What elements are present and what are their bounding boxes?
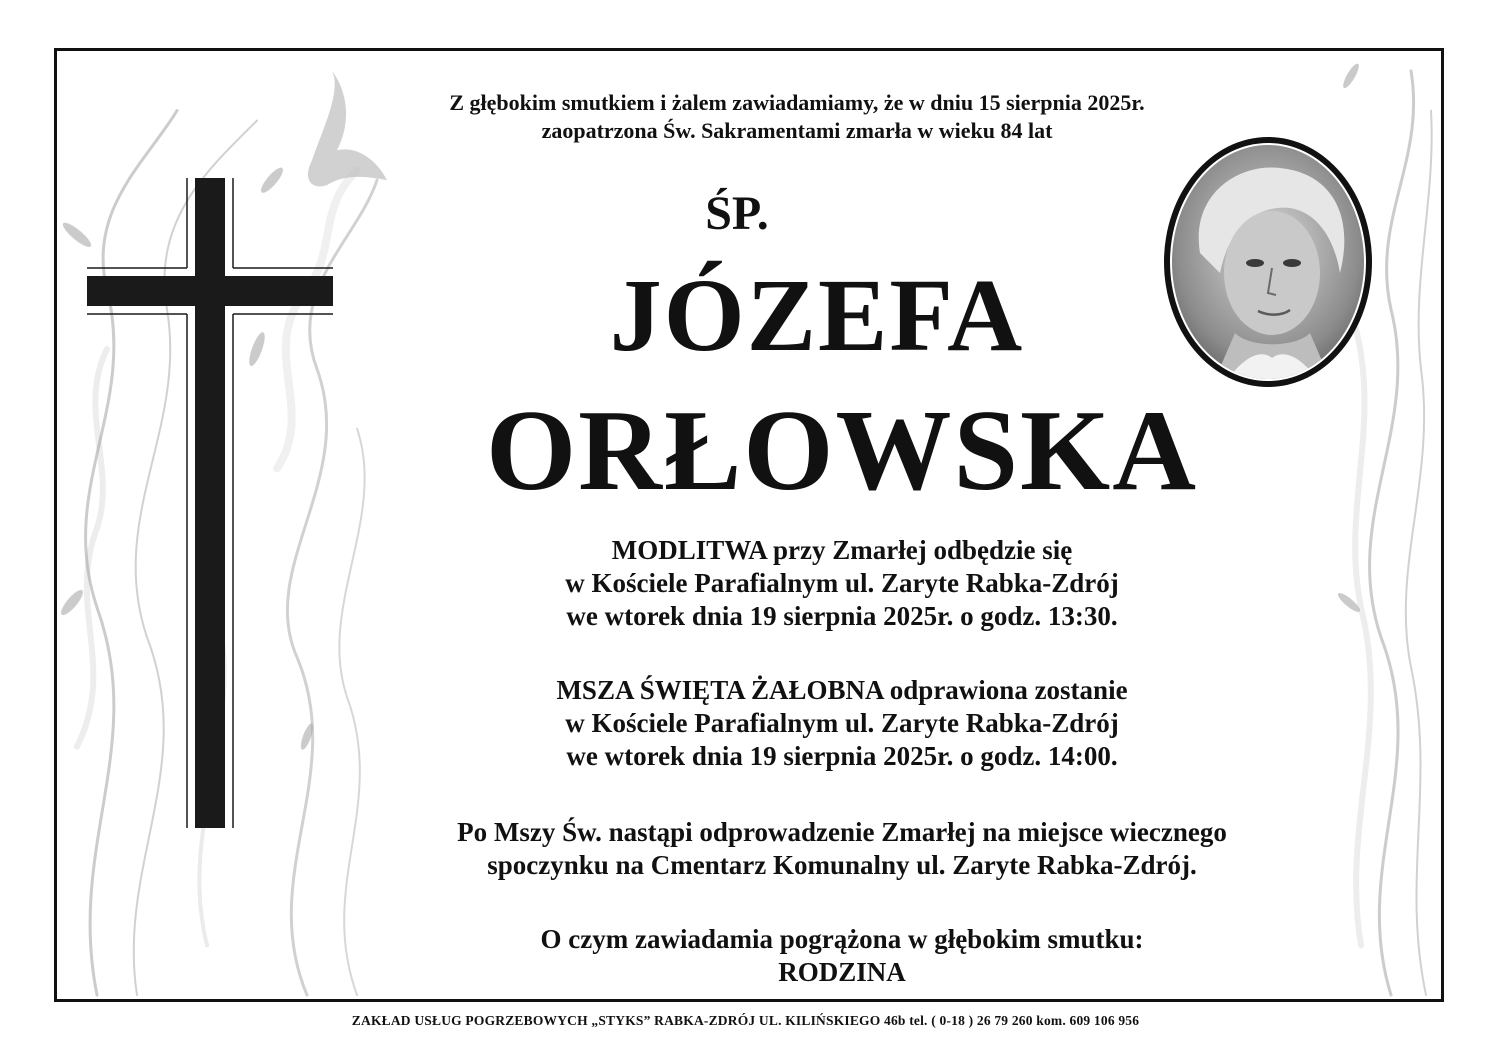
- prayer-line: w Kościele Parafialnym ul. Zaryte Rabka-Zdrój: [565, 568, 1119, 598]
- burial-line: Po Mszy Św. nastąpi odprowadzenie Zmarłej na miejsce wiecznego: [457, 817, 1227, 847]
- closing-section: [357, 923, 1327, 989]
- intro-line-2: zaopatrzona Św. Sakramentami zmarła w wieku 84 lat: [541, 118, 1053, 143]
- prayer-section: [357, 534, 1327, 633]
- mass-section: [357, 674, 1327, 773]
- prefix-sp: ŚP.: [705, 187, 769, 240]
- closing-line: O czym zawiadamia pogrążona w głębokim smutku:: [540, 924, 1144, 954]
- burial-section: [357, 816, 1327, 882]
- funeral-home-footer: ZAKŁAD USŁUG POGRZEBOWYCH „STYKS” RABKA-ZDRÓJ UL. KILIŃSKIEGO 46b tel. ( 0-18 ) 26 79 260 kom. 609 106 956: [351, 1013, 1140, 1028]
- notice-frame: [54, 48, 1444, 1002]
- prayer-line: MODLITWA przy Zmarłej odbędzie się: [611, 535, 1073, 565]
- cross-icon: [87, 178, 337, 828]
- family-signature: RODZINA: [778, 957, 906, 987]
- first-name: JÓZEFA: [609, 258, 1025, 373]
- mass-line: MSZA ŚWIĘTA ŻAŁOBNA odprawiona zostanie: [556, 675, 1128, 705]
- prayer-line: we wtorek dnia 19 sierpnia 2025r. o godz. 13:30.: [566, 601, 1118, 631]
- intro-text: [357, 89, 1237, 145]
- intro-line-1: Z głębokim smutkiem i żalem zawiadamiamy, że w dniu 15 sierpnia 2025r.: [449, 90, 1145, 115]
- mass-line: w Kościele Parafialnym ul. Zaryte Rabka-Zdrój: [565, 708, 1119, 738]
- portrait-photo: [1160, 133, 1376, 391]
- last-name: ORŁOWSKA: [485, 387, 1199, 515]
- burial-line: spoczynku na Cmentarz Komunalny ul. Zaryte Rabka-Zdrój.: [487, 850, 1197, 880]
- mass-line: we wtorek dnia 19 sierpnia 2025r. o godz. 14:00.: [566, 741, 1118, 771]
